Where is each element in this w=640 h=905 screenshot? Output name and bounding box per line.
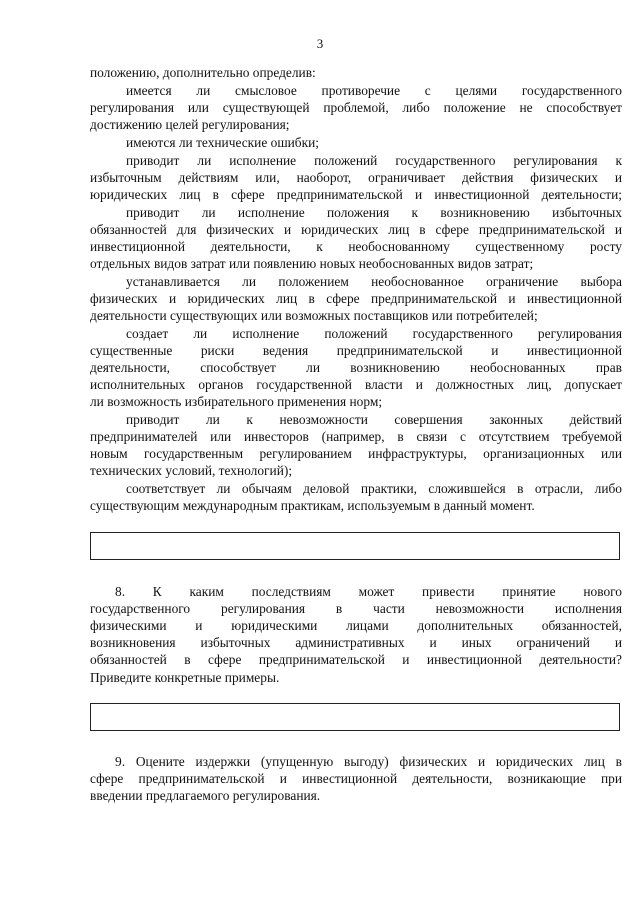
criterion-line: деятельности существующих или возможных поставщиков или потребителей;: [90, 308, 538, 323]
criterion-line: предпринимателей или инвесторов (например, в связи с отсутствием требуемой: [90, 429, 622, 444]
criterion-line: отдельных видов затрат или появлению новых необоснованных видов затрат;: [90, 256, 534, 271]
criterion-line: новым государственным регулированием инфраструктуры, организационных или: [90, 446, 622, 461]
criterion-line: технических условий, технологий);: [90, 463, 293, 478]
question-9-line: введении предлагаемого регулирования.: [90, 788, 321, 803]
criterion-line: приводит ли исполнение положений государственного регулирования к: [126, 153, 622, 168]
criterion-line: юридических лиц в сфере предпринимательской и инвестиционной деятельности;: [90, 187, 622, 202]
page-number: 3: [316, 36, 324, 51]
criterion-line: физических и юридических лиц в сфере предпринимательской и инвестиционной: [90, 291, 622, 306]
question-8-line: 8. К каким последствиям может привести принятие нового: [115, 584, 622, 599]
criterion-line: имеются ли технические ошибки;: [126, 135, 320, 150]
criterion-line: обязанностей для физических и юридических лиц в сфере предпринимательской и: [90, 222, 622, 237]
answer-box[interactable]: [90, 703, 620, 731]
criterion-line: соответствует ли обычаям деловой практики, сложившейся в отрасли, либо: [126, 481, 622, 496]
criterion-line: существующим международным практикам, используемым в данный момент.: [90, 498, 535, 513]
criterion-line: устанавливается ли положением необоснованное ограничение выбора: [126, 274, 622, 289]
answer-box[interactable]: [90, 532, 620, 560]
criterion-line: приводит ли к невозможности совершения законных действий: [126, 412, 622, 427]
question-8-line: обязанностей в сфере предпринимательской и инвестиционной деятельности?: [90, 652, 622, 667]
question-8-line: физическими и юридическими лицами дополнительных обязанностей,: [90, 618, 622, 633]
question-9-line: 9. Оцените издержки (упущенную выгоду) физических и юридических лиц в: [115, 754, 622, 769]
question-8-line: возникновения избыточных административных и иных ограничений и: [90, 635, 622, 650]
criterion-line: исполнительных органов государственной власти и должностных лиц, допускает: [90, 377, 622, 392]
question-9-line: сфере предпринимательской и инвестиционной деятельности, возникающие при: [90, 771, 622, 786]
criterion-line: ли возможность избирательного применения норм;: [90, 394, 383, 409]
question-8-line: государственного регулирования в части невозможности исполнения: [90, 601, 622, 616]
criterion-line: существенные риски ведения предпринимательской и инвестиционной: [90, 343, 622, 358]
criterion-line: имеется ли смысловое противоречие с целями государственного: [126, 83, 622, 98]
criterion-line: избыточным действиям или, наоборот, ограничивает действия физических и: [90, 170, 622, 185]
criterion-line: регулирования или существующей проблемой, либо положение не способствует: [90, 100, 622, 115]
criterion-line: инвестиционной деятельности, к необоснованному существенному росту: [90, 239, 622, 254]
criterion-line: создает ли исполнение положений государственного регулирования: [126, 326, 622, 341]
criterion-line: достижению целей регулирования;: [90, 117, 290, 132]
criterion-line: приводит ли исполнение положения к возникновению избыточных: [126, 205, 622, 220]
criterion-line: деятельности, способствует ли возникновению необоснованных прав: [90, 360, 622, 375]
intro-line: положению, дополнительно определив:: [90, 65, 316, 80]
question-8-line: Приведите конкретные примеры.: [90, 670, 280, 685]
